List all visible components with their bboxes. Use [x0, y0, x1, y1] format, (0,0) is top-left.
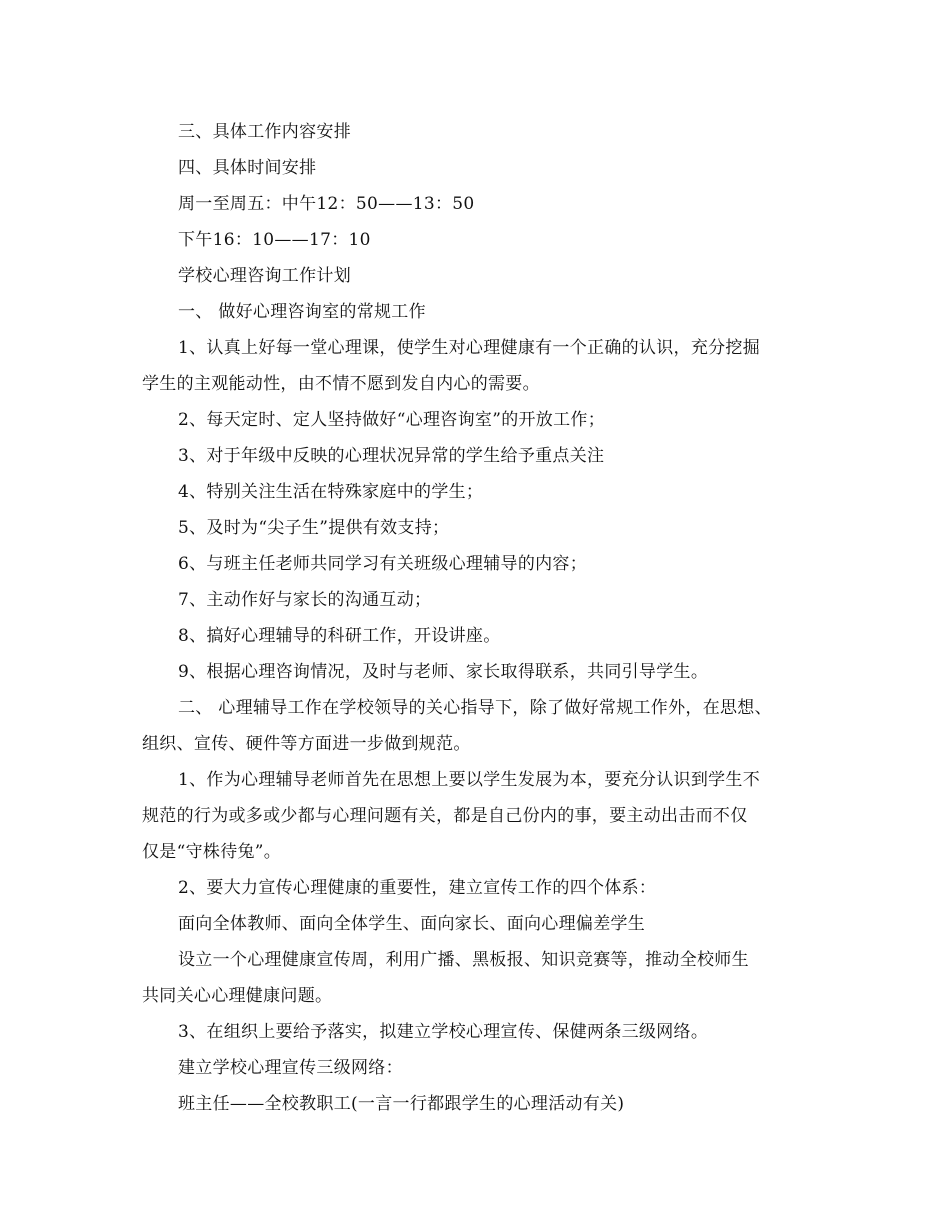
- text-line: 周一至周五：中午12：50——13：50: [178, 194, 475, 214]
- text-line: 一、 做好心理咨询室的常规工作: [178, 302, 426, 322]
- text-line: 9、根据心理咨询情况，及时与老师、家长取得联系，共同引导学生。: [178, 662, 709, 682]
- text-line: 1、作为心理辅导老师首先在思想上要以学生发展为本，要充分认识到学生不: [178, 770, 761, 790]
- text-line: 设立一个心理健康宣传周，利用广播、黑板报、知识竞赛等，推动全校师生: [178, 950, 749, 970]
- text-line: 下午16：10——17：10: [178, 230, 371, 250]
- text-line: 规范的行为或多或少都与心理问题有关，都是自己份内的事，要主动出击而不仅: [142, 806, 748, 826]
- text-line: 组织、宣传、硬件等方面进一步做到规范。: [142, 734, 471, 754]
- text-line: 8、搞好心理辅导的科研工作，开设讲座。: [178, 626, 501, 646]
- text-line: 7、主动作好与家长的沟通互动；: [178, 590, 432, 610]
- text-line: 2、每天定时、定人坚持做好“心理咨询室”的开放工作；: [178, 410, 605, 430]
- text-line: 仅是“守株待兔”。: [142, 842, 282, 862]
- text-line: 学校心理咨询工作计划: [178, 266, 351, 286]
- text-line: 5、及时为“尖子生”提供有效支持；: [178, 518, 450, 538]
- text-line: 面向全体教师、面向全体学生、面向家长、面向心理偏差学生: [178, 914, 646, 934]
- text-line: 4、特别关注生活在特殊家庭中的学生；: [178, 482, 484, 502]
- text-line: 班主任——全校教职工(一言一行都跟学生的心理活动有关): [178, 1094, 625, 1114]
- text-line: 2、要大力宣传心理健康的重要性，建立宣传工作的四个体系：: [178, 878, 657, 898]
- text-line: 3、对于年级中反映的心理状况异常的学生给予重点关注: [178, 446, 605, 466]
- text-line: 建立学校心理宣传三级网络：: [178, 1058, 403, 1078]
- text-line: 共同关心心理健康问题。: [142, 986, 333, 1006]
- text-line: 学生的主观能动性，由不情不愿到发自内心的需要。: [142, 374, 540, 394]
- text-line: 3、在组织上要给予落实，拟建立学校心理宣传、保健两条三级网络。: [178, 1022, 709, 1042]
- text-line: 6、与班主任老师共同学习有关班级心理辅导的内容；: [178, 554, 588, 574]
- text-line: 四、具体时间安排: [178, 158, 317, 178]
- text-line: 三、具体工作内容安排: [178, 122, 351, 142]
- text-line: 二、 心理辅导工作在学校领导的关心指导下，除了做好常规工作外，在思想、: [178, 698, 772, 718]
- document-body: [142, 114, 822, 1122]
- text-line: 1、认真上好每一堂心理课，使学生对心理健康有一个正确的认识，充分挖掘: [178, 338, 761, 358]
